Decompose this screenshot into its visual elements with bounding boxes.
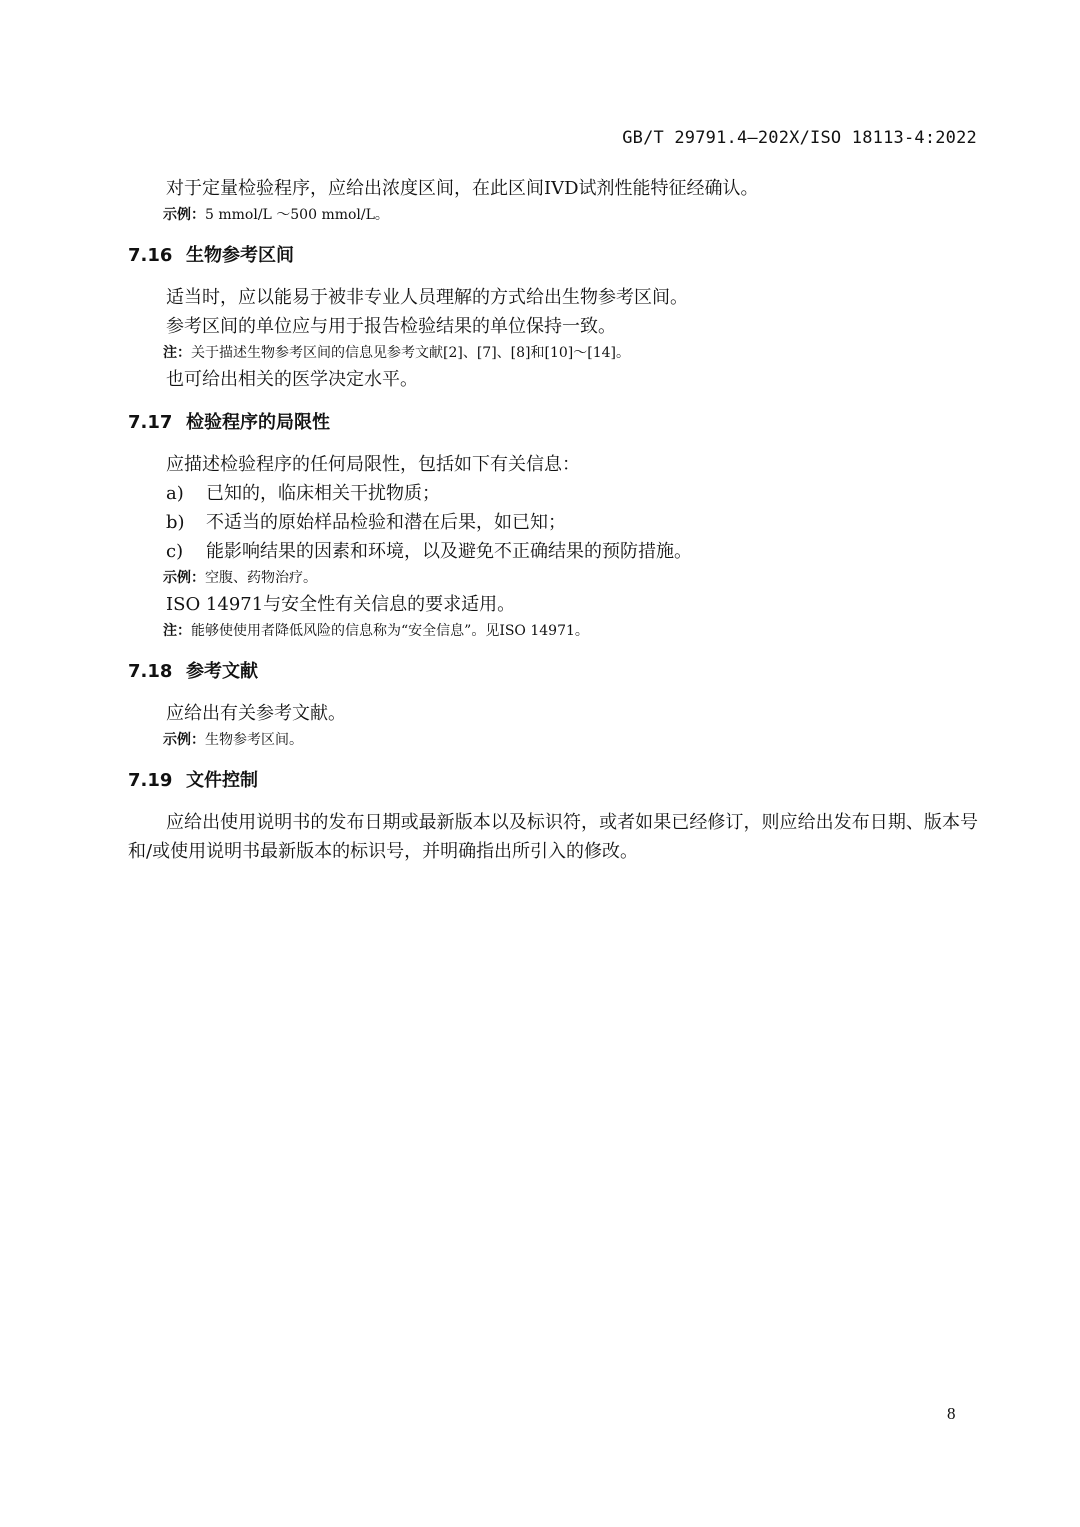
section-heading-7-18: [128, 659, 978, 685]
section-title: 参考文献: [186, 661, 258, 682]
list-marker: c): [166, 541, 184, 562]
note-label: 注：: [163, 623, 191, 639]
example-text: 空腹、药物治疗。: [205, 570, 317, 586]
section-title: 文件控制: [186, 770, 258, 791]
example-text: 5 mmol/L ～500 mmol/L。: [205, 207, 389, 223]
section-number: 7.18: [128, 661, 173, 682]
list-item: [166, 537, 978, 566]
section-number: 7.17: [128, 412, 173, 433]
example-label: 示例：: [163, 570, 205, 586]
section-title: 检验程序的局限性: [186, 412, 330, 433]
note: [163, 619, 978, 643]
section-number: 7.19: [128, 770, 173, 791]
example-label: 示例：: [163, 207, 205, 223]
document-id-header: GB/T 29791.4—202X/ISO 18113-4:2022: [622, 128, 977, 148]
list-item: [166, 479, 978, 508]
note-text: 关于描述生物参考区间的信息见参考文献[2]、[7]、[8]和[10]～[14]。: [191, 345, 630, 361]
section-heading-7-19: [128, 768, 978, 794]
example-note: [163, 203, 978, 227]
paragraph: 适当时，应以能易于被非专业人员理解的方式给出生物参考区间。: [166, 287, 688, 308]
section-heading-7-17: [128, 410, 978, 436]
paragraph-quant-range: 对于定量检验程序，应给出浓度区间，在此区间IVD试剂性能特征经确认。: [166, 178, 759, 199]
list-text: 能影响结果的因素和环境，以及避免不正确结果的预防措施。: [206, 541, 692, 562]
list-marker: b): [166, 512, 185, 533]
list-marker: a): [166, 483, 184, 504]
paragraph: 应给出使用说明书的发布日期或最新版本以及标识符，或者如果已经修订，则应给出发布日期、版本号和/或使用说明书最新版本的标识号，并明确指出所引入的修改。: [128, 812, 978, 862]
example-label: 示例：: [163, 732, 205, 748]
document-body: [128, 174, 978, 866]
example-text: 生物参考区间。: [205, 732, 303, 748]
list-text: 已知的，临床相关干扰物质；: [206, 483, 440, 504]
note-text: 能够使使用者降低风险的信息称为“安全信息”。见ISO 14971。: [191, 623, 589, 639]
note-label: 注：: [163, 345, 191, 361]
paragraph: 应给出有关参考文献。: [166, 703, 346, 724]
example-note: [163, 728, 978, 752]
paragraph: ISO 14971与安全性有关信息的要求适用。: [166, 594, 516, 615]
page-number: 8: [947, 1404, 956, 1423]
section-heading-7-16: [128, 243, 978, 269]
note: [163, 341, 978, 365]
example-note: [163, 566, 978, 590]
section-title: 生物参考区间: [186, 245, 294, 266]
list-item: [166, 508, 978, 537]
list-text: 不适当的原始样品检验和潜在后果，如已知；: [206, 512, 566, 533]
paragraph: 应描述检验程序的任何局限性，包括如下有关信息：: [166, 454, 580, 475]
paragraph: 也可给出相关的医学决定水平。: [166, 369, 418, 390]
section-number: 7.16: [128, 245, 173, 266]
paragraph: 参考区间的单位应与用于报告检验结果的单位保持一致。: [166, 316, 616, 337]
